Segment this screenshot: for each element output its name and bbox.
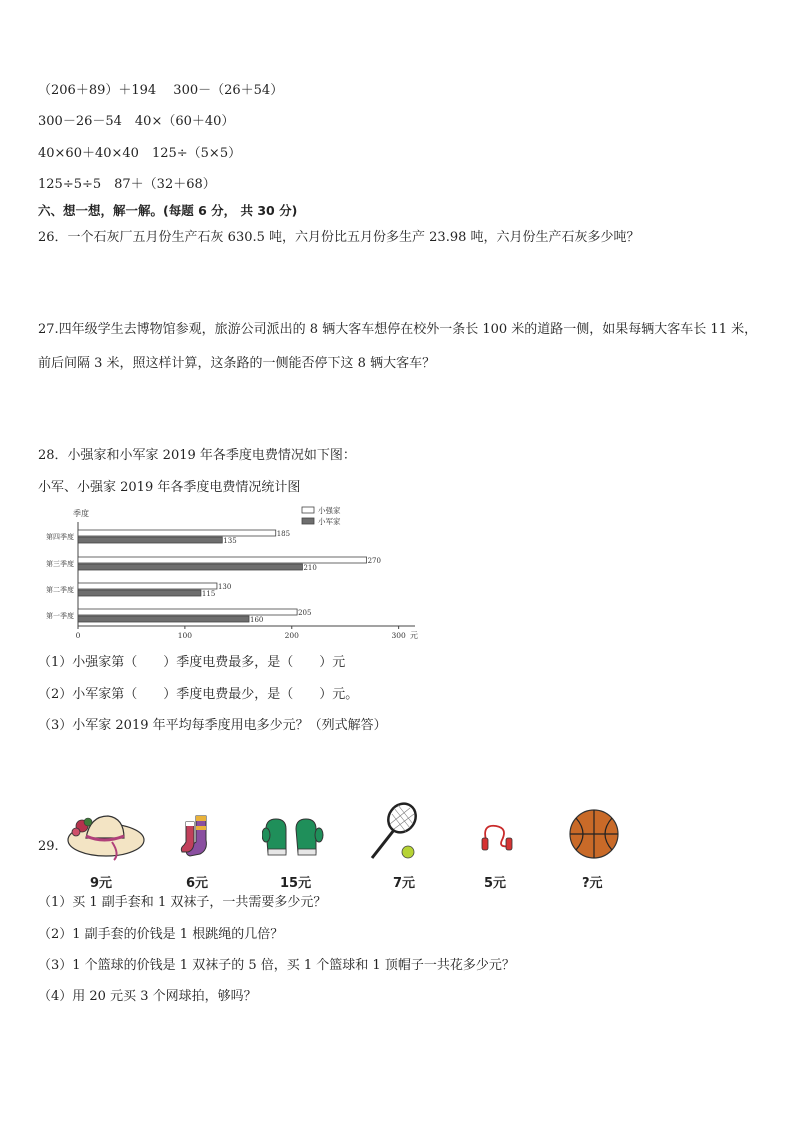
bar-xiaoqiang xyxy=(78,609,297,615)
x-axis-label: 元 xyxy=(410,631,418,640)
price-tennis-racket: 7元 xyxy=(393,876,416,891)
y-axis-label: 季度 xyxy=(73,509,89,518)
x-tick-label: 300 xyxy=(391,631,406,640)
chart-bars xyxy=(78,530,381,624)
category-label: 第三季度 xyxy=(46,560,74,568)
q29-sub-3: （3）1 个篮球的价钱是 1 双袜子的 5 倍，买 1 个篮球和 1 顶帽子一共花多少元？ xyxy=(38,958,515,973)
basketball-icon xyxy=(568,808,620,860)
bar-value-label: 210 xyxy=(303,564,317,572)
question-29-label: 29. xyxy=(38,839,59,854)
calc-row-1: （206＋89）＋194 300－（26＋54） xyxy=(38,83,284,98)
socks-icon xyxy=(180,814,220,860)
q28-sub-2: （2）小军家第（ ）季度电费最少，是（ ）元。 xyxy=(38,687,359,702)
bar-value-label: 115 xyxy=(201,590,216,598)
legend-swatch xyxy=(302,518,314,524)
category-label: 第四季度 xyxy=(46,533,74,541)
price-hat: 9元 xyxy=(90,876,113,891)
price-mittens: 15元 xyxy=(280,876,312,891)
legend-swatch xyxy=(302,507,314,513)
legend-label: 小强家 xyxy=(318,506,341,515)
calc-row-2: 300－26－54 40×（60＋40） xyxy=(38,114,235,129)
bar-value-label: 130 xyxy=(217,583,232,591)
bar-xiaojun xyxy=(78,590,201,596)
bar-value-label: 135 xyxy=(223,537,237,545)
jump-rope-icon xyxy=(478,818,518,852)
bar-xiaoqiang xyxy=(78,583,217,589)
price-socks: 6元 xyxy=(186,876,209,891)
question-27: 27.四年级学生去博物馆参观，旅游公司派出的 8 辆大客车想停在校外一条长 100 米的道路一侧，如果每辆大客车长 11 米，前后间隔 3 米，照这样计算，这条路的一侧能否停下这 8 辆大客车？ xyxy=(38,322,758,371)
tennis-racket-icon xyxy=(366,802,420,862)
bar-value-label: 205 xyxy=(298,609,312,617)
bar-value-label: 160 xyxy=(250,616,264,624)
q28-sub-1: （1）小强家第（ ）季度电费最多，是（ ）元 xyxy=(38,655,346,670)
price-jump-rope: 5元 xyxy=(484,876,507,891)
bar-value-label: 185 xyxy=(276,530,291,538)
bar-xiaojun xyxy=(78,537,222,543)
category-label: 第一季度 xyxy=(46,612,74,620)
electricity-bar-chart xyxy=(30,502,430,644)
section-six-title: 六、想一想，解一解。(每题 6 分， 共 30 分) xyxy=(38,203,298,218)
mittens-icon xyxy=(262,815,324,859)
bar-xiaoqiang xyxy=(78,557,367,563)
x-tick-label: 200 xyxy=(284,631,299,640)
bar-xiaojun xyxy=(78,564,302,570)
q29-sub-4: （4）用 20 元买 3 个网球拍，够吗？ xyxy=(38,989,257,1004)
price-basketball: ?元 xyxy=(582,876,603,891)
bar-xiaojun xyxy=(78,616,249,622)
question-26: 26．一个石灰厂五月份生产石灰 630.5 吨，六月份比五月份多生产 23.98 吨，六月份生产石灰多少吨？ xyxy=(38,230,640,245)
calc-row-3: 40×60＋40×40 125÷（5×5） xyxy=(38,146,242,161)
bar-xiaoqiang xyxy=(78,530,276,536)
hat-icon xyxy=(64,810,146,862)
chart-title: 小军、小强家 2019 年各季度电费情况统计图 xyxy=(38,480,301,495)
x-tick-label: 100 xyxy=(177,631,193,640)
category-label: 第二季度 xyxy=(46,586,74,594)
legend-label: 小军家 xyxy=(318,517,341,526)
q29-sub-1: （1）买 1 副手套和 1 双袜子，一共需要多少元？ xyxy=(38,895,327,910)
question-28: 28．小强家和小军家 2019 年各季度电费情况如下图： xyxy=(38,448,356,463)
q29-sub-2: （2）1 副手套的价钱是 1 根跳绳的几倍？ xyxy=(38,927,284,942)
chart-legend xyxy=(302,505,341,526)
q28-sub-3: （3）小军家 2019 年平均每季度用电多少元？（列式解答） xyxy=(38,718,387,733)
x-tick-label: 0 xyxy=(75,631,81,640)
calc-row-4: 125÷5÷5 87＋（32＋68） xyxy=(38,177,216,192)
bar-value-label: 270 xyxy=(367,557,381,565)
